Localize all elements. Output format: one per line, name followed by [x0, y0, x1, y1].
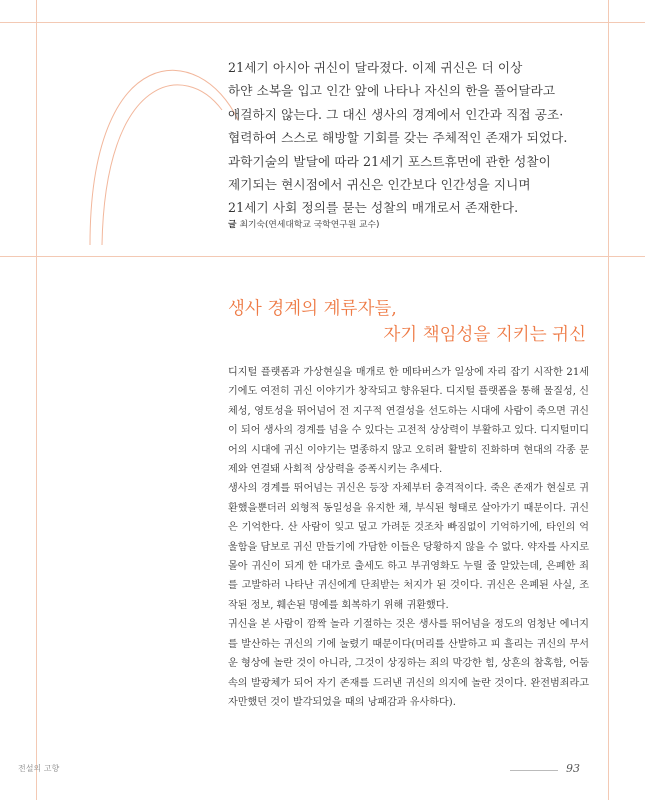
body-text [228, 363, 589, 712]
intro-line: 제기되는 현시점에서 귀신은 인간보다 인간성을 지니며 [228, 177, 531, 193]
author-credit [228, 217, 379, 230]
intro-line: 하얀 소복을 입고 인간 앞에 나타나 자신의 한을 풀어달라고 [228, 83, 556, 99]
arc-outer [90, 70, 238, 245]
horizontal-rule-top [0, 22, 645, 23]
body-paragraph: 생사의 경계를 뛰어넘는 귀신은 등장 자체부터 충격적이다. 죽은 존재가 현실로 귀환했을뿐더러 외형적 동일성을 유지한 채, 부식된 형태로 살아가기 때문이다. 귀신은 기억한다. 산 사람이 잊고 덮고 가려둔 것조차 빠짐없이 기억하기에, 타인의 억울함을 담보로 귀신 만들기에 가담한 이들은 당황하지 않을 수 없다. 약자를 사지로 몰아 귀신이 되게 한 대가로 출세도 하고 부귀영화도 누릴 줄 알았는데, 은폐한 죄를 고발하러 나타난 귀신에게 단죄받는 처지가 된 것이다. 귀신은 은폐된 사실, 조작된 정보, 훼손된 명예를 회복하기 위해 귀환했다. [228, 483, 589, 611]
page-number: 93 [566, 762, 580, 775]
byline-mark: 글 [228, 220, 237, 230]
footer-rule [510, 770, 558, 771]
intro-line: 협력하여 스스로 해방할 기회를 갖는 주체적인 존재가 되었다. [228, 130, 568, 146]
intro-line: 과학기술의 발달에 따라 21세기 포스트휴먼에 관한 성찰이 [228, 153, 551, 169]
body-paragraph: 디지털 플랫폼과 가상현실을 매개로 한 메타버스가 일상에 자리 잡기 시작한 21세기에도 여전히 귀신 이야기가 창작되고 향유된다. 디지털 플랫폼을 통해 물질성, 신체성, 영토성을 뛰어넘어 전 지구적 연결성을 선도하는 시대에 사람이 죽으면 귀신이 되어 생사의 경계를 넘을 수 있다는 고전적 상상력이 부활하고 있다. 디지털미디어의 시대에 귀신 이야기는 멸종하지 않고 오히려 활발히 진화하며 현대의 각종 문제와 연결돼 사회적 상상력을 증폭시키는 추세다. [228, 367, 589, 476]
intro-lead [228, 56, 608, 220]
body-paragraph: 귀신을 본 사람이 깜짝 놀라 기절하는 것은 생사를 뛰어넘을 정도의 엄청난 에너지를 발산하는 귀신의 기에 눌렸기 때문이다(머리를 산발하고 피 흘리는 귀신의 무서운 형상에 놀란 것이 아니라, 그것이 상징하는 죄의 막강한 힘, 상흔의 참혹함, 어둠 속의 발광체가 되어 자기 존재를 드러낸 귀신의 의지에 놀란 것이다. 완전범죄라고 자만했던 것이 발각되었을 때의 낭패감과 유사하다). [228, 619, 589, 708]
byline-author: 최기숙(연세대학교 국학연구원 교수) [239, 220, 380, 230]
intro-line: 21세기 아시아 귀신이 달라졌다. 이제 귀신은 더 이상 [228, 60, 523, 75]
intro-line: 애걸하지 않는다. 그 대신 생사의 경계에서 인간과 직접 공조· [228, 106, 564, 122]
vertical-rule-left [36, 0, 37, 800]
horizontal-rule-mid [0, 256, 645, 257]
running-footer-title: 전설의 고향 [18, 764, 60, 773]
section-heading [228, 296, 588, 348]
intro-line: 21세기 사회 정의를 묻는 성찰의 매개로서 존재한다. [228, 200, 519, 216]
vertical-rule-right [608, 0, 609, 800]
heading-line-2: 자기 책임성을 지키는 귀신 [383, 325, 586, 345]
arc-inner [102, 85, 222, 245]
heading-line-1: 생사 경계의 계류자들, [228, 299, 397, 319]
